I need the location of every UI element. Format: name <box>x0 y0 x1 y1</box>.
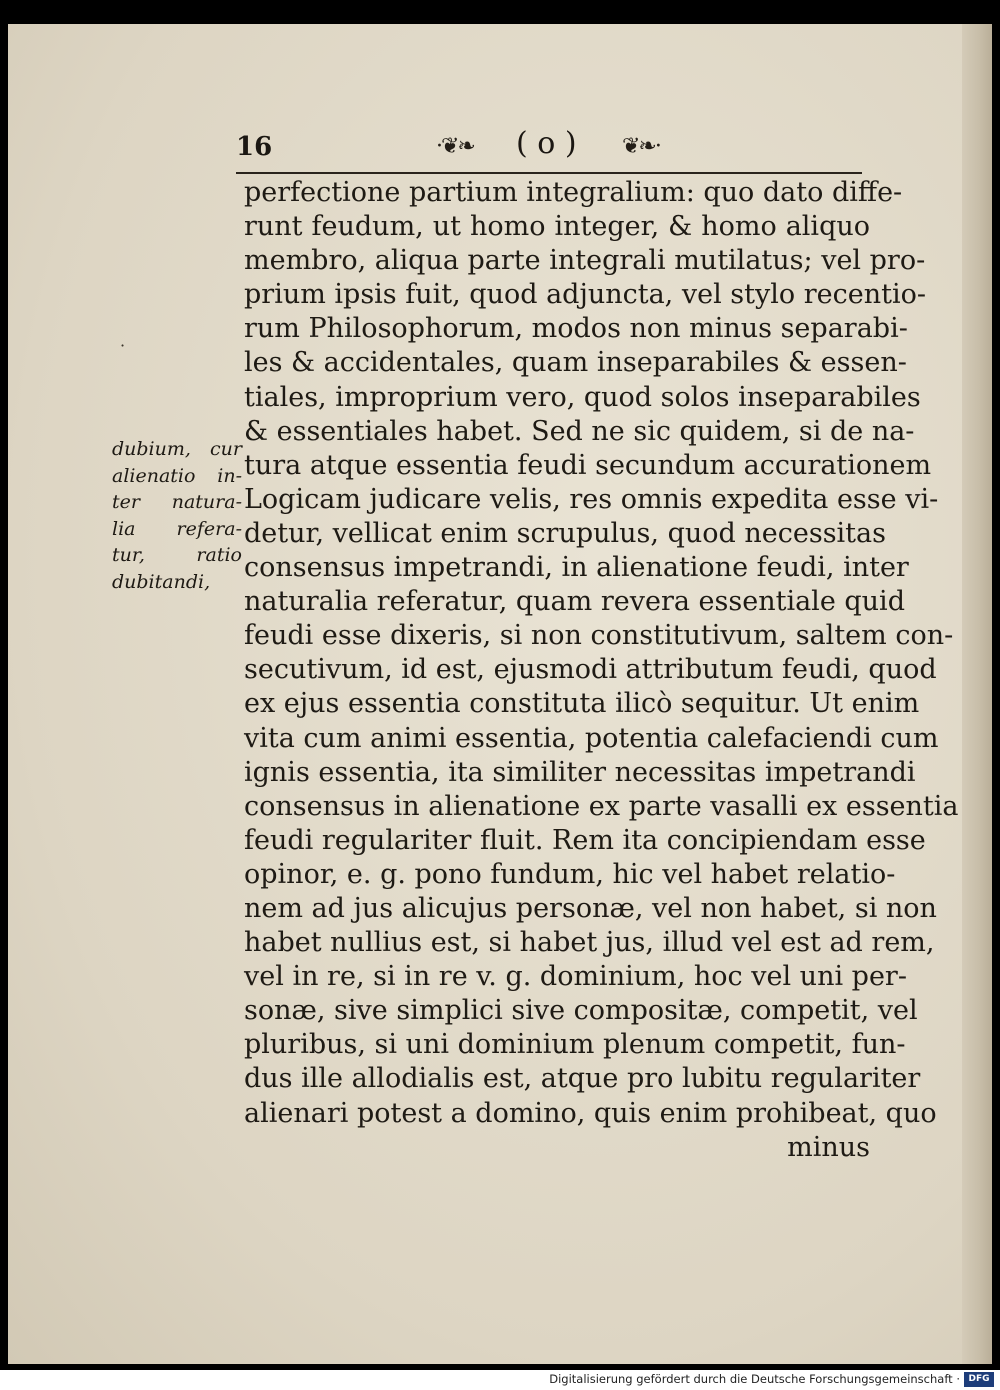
header-rule <box>236 172 862 174</box>
funding-notice: Digitalisierung gefördert durch die Deutsche Forschungsgemeinschaft · <box>549 1372 960 1386</box>
text-line: & essentiales habet. Sed ne sic quidem, si de na- <box>244 415 915 447</box>
text-line: tura atque essentia feudi secundum accurationem <box>244 449 932 481</box>
text-line: nem ad jus alicujus personæ, vel non habet, si non <box>244 892 937 924</box>
text-line: rum Philosophorum, modos non minus separabi- <box>244 313 908 345</box>
text-line: pluribus, si uni dominium plenum competit, fun- <box>244 1029 906 1061</box>
text-line: Logicam judicare velis, res omnis expedita esse vi- <box>244 483 939 515</box>
text-line: habet nullius est, si habet jus, illud vel est ad rem, <box>244 927 935 959</box>
marginal-note-line: dubium, cur <box>112 438 242 460</box>
page-edge <box>962 24 992 1364</box>
text-line: perfectione partium integralium: quo dato diffe- <box>244 177 903 208</box>
text-line: prium ipsis fuit, quod adjuncta, vel stylo recentio- <box>244 279 926 311</box>
marginal-note-line: ter natura- <box>112 491 242 513</box>
ornament-right-icon: ❦❧· <box>622 134 660 159</box>
marginal-note-line: dubitandi, <box>112 570 211 593</box>
marginal-note-line: tur, ratio <box>112 544 242 566</box>
text-line: secutivum, id est, ejusmodi attributum feudi, quod <box>244 654 937 686</box>
page-number: 16 <box>236 132 273 162</box>
marginal-note-line: alienatio in- <box>112 464 242 487</box>
body-text <box>244 176 959 1165</box>
book-page <box>8 24 992 1364</box>
marginal-note-line: lia refera- <box>112 517 242 540</box>
stray-mark: · <box>120 336 126 355</box>
text-line: runt feudum, ut homo integer, & homo aliquo <box>244 211 870 243</box>
text-line: feudi esse dixeris, si non constitutivum, saltem con- <box>244 620 954 652</box>
text-line: sonæ, sive simplici sive compositæ, competit, vel <box>244 995 918 1027</box>
footer-bar <box>0 1370 1000 1390</box>
text-line: opinor, e. g. pono fundum, hic vel habet relatio- <box>244 858 896 890</box>
text-line: les & accidentales, quam inseparabiles & essen- <box>244 347 907 379</box>
ornament-left-icon: ·❦❧ <box>436 134 474 159</box>
text-line: tiales, improprium vero, quod solos inseparabiles <box>244 381 921 413</box>
text-line: membro, aliqua parte integrali mutilatus; vel pro- <box>244 245 926 277</box>
text-line: detur, vellicat enim scrupulus, quod necessitas <box>244 517 886 549</box>
signature-mark: ( o ) <box>516 126 577 161</box>
running-header <box>236 126 866 170</box>
text-line: vita cum animi essentia, potentia calefaciendi cum <box>244 722 939 754</box>
text-line: ex ejus essentia constituta ilicò sequitur. Ut enim <box>244 688 920 720</box>
catchword: minus <box>787 1131 870 1163</box>
dfg-logo-icon: DFG <box>964 1372 994 1387</box>
text-line: vel in re, si in re v. g. dominium, hoc vel uni per- <box>244 961 907 993</box>
text-line: consensus in alienatione ex parte vasalli ex essentia <box>244 790 959 822</box>
text-line: feudi regulariter fluit. Rem ita concipiendam esse <box>244 824 926 856</box>
text-line: alienari potest a domino, quis enim prohibeat, quo <box>244 1097 937 1129</box>
text-line: consensus impetrandi, in alienatione feudi, inter <box>244 552 909 584</box>
marginal-note <box>112 436 242 595</box>
text-line: dus ille allodialis est, atque pro lubitu regulariter <box>244 1063 921 1095</box>
text-line: naturalia referatur, quam revera essentiale quid <box>244 586 905 618</box>
text-line: ignis essentia, ita similiter necessitas impetrandi <box>244 756 916 788</box>
